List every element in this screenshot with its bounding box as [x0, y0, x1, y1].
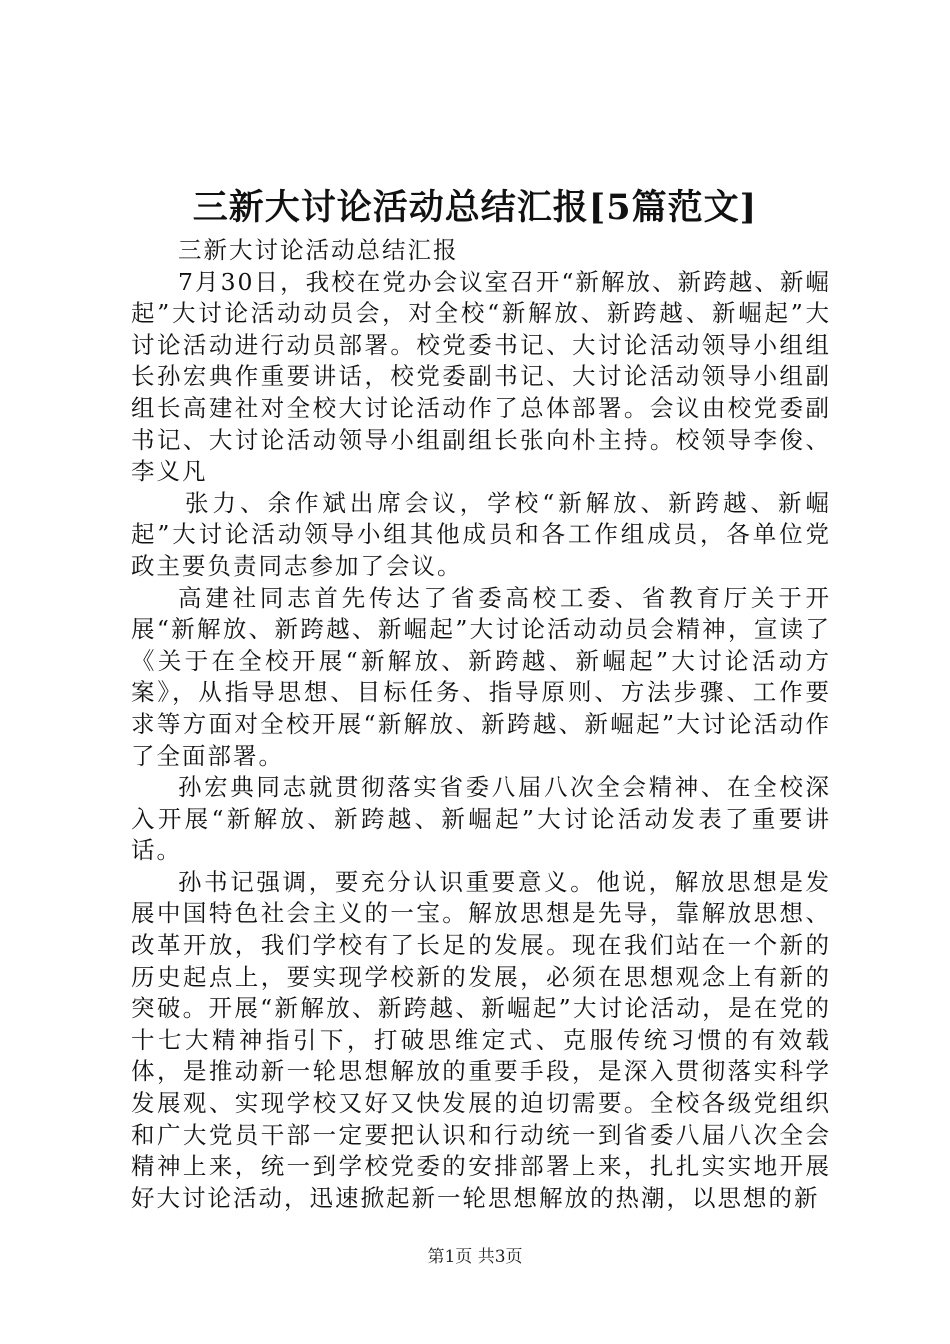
paragraph-attendees: 张力、余作斌出席会议，学校“新解放、新跨越、新崛起”大讨论活动领导小组其他成员和各工作组成员，各单位党政主要负责同志参加了会议。	[131, 488, 831, 580]
paragraph-speech: 孙宏典同志就贯彻落实省委八届八次全会精神、在全校深入开展“新解放、新跨越、新崛起”大讨论活动发表了重要讲话。	[131, 773, 831, 865]
page-number-footer: 第1页 共3页	[427, 1247, 523, 1267]
document-body	[131, 235, 831, 1214]
document-title: 三新大讨论活动总结汇报[5篇范文]	[192, 187, 758, 228]
paragraph-deployment: 高建社同志首先传达了省委高校工委、省教育厅关于开展“新解放、新跨越、新崛起”大讨论活动动员会精神，宣读了《关于在全校开展“新解放、新跨越、新崛起”大讨论活动方案》，从指导思想、目标任务、指导原则、方法步骤、工作要求等方面对全校开展“新解放、新跨越、新崛起”大讨论活动作了全面部署。	[131, 583, 831, 770]
paragraph-subtitle: 三新大讨论活动总结汇报	[178, 236, 459, 264]
paragraph-emphasis: 孙书记强调，要充分认识重要意义。他说，解放思想是发展中国特色社会主义的一宝。解放思想是先导，靠解放思想、改革开放，我们学校有了长足的发展。现在我们站在一个新的历史起点上，要实现学校新的发展，必须在思想观念上有新的突破。开展“新解放、新跨越、新崛起”大讨论活动，是在党的十七大精神指引下，打破思维定式、克服传统习惯的有效载体，是推动新一轮思想解放的重要手段，是深入贯彻落实科学发展观、实现学校又好又快发展的迫切需要。全校各级党组织和广大党员干部一定要把认识和行动统一到省委八届八次全会精神上来，统一到学校党委的安排部署上来，扎扎实实地开展好大讨论活动，迅速掀起新一轮思想解放的热潮，以思想的新	[131, 867, 831, 1212]
paragraph-meeting-intro: 7月30日，我校在党办会议室召开“新解放、新跨越、新崛起”大讨论活动动员会，对全校“新解放、新跨越、新崛起”大讨论活动进行动员部署。校党委书记、大讨论活动领导小组组长孙宏典作重要讲话，校党委副书记、大讨论活动领导小组副组长高建社对全校大讨论活动作了总体部署。会议由校党委副书记、大讨论活动领导小组副组长张向朴主持。校领导李俊、李义凡	[131, 267, 831, 486]
